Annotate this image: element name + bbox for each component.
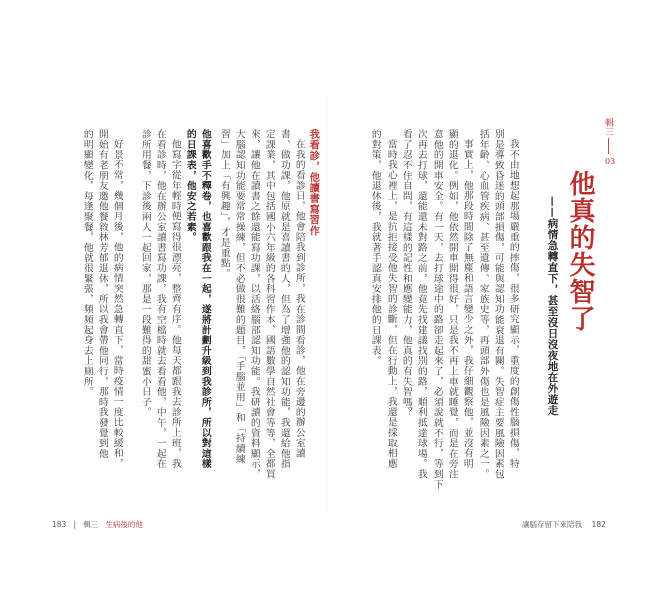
left-footer: 183 | 輯三 生病後的他 — [52, 520, 143, 529]
left-body-line: 好景不常，幾個月後，他的病情突然急轉直下，當時疫情一度比較緩和， — [111, 139, 123, 469]
page-gutter-shadow — [327, 95, 328, 515]
left-chapter-title: 生病後的他 — [105, 520, 143, 529]
right-body-line: 次再去打球，還能還未對路之前，他竟先找建議找別的路，順利抵達球場。我 — [415, 129, 427, 480]
left-chapter-label: 輯三 — [83, 520, 99, 529]
left-page-number: 183 — [52, 520, 67, 529]
right-body-line: 顯的退化。例如，他依然開車開得很好，只是我不再上車就睡覺，而是在旁注 — [446, 129, 458, 480]
left-bold-line: 的日課表，他安之若素。 — [184, 129, 196, 243]
left-body-line: 來，讓他在讀書之餘還能寫功課，以活絡腦部認知功能。我研讀的資料顯示， — [248, 129, 260, 480]
chapter-number: 03 — [605, 157, 616, 166]
right-body-line: 事實上，他那段時間除了無塵和語言變少之外，我仔細觀察他，並沒有明 — [461, 139, 473, 469]
chapter-subtitle: ——病情急轉直下，甚至沒日沒夜地在外遊走 — [546, 196, 559, 416]
right-body-line: 的對策，他退休後，我就著手認真安排他的日課表。 — [369, 129, 381, 366]
left-body-line: 書、做功課，他原就是喜讀書的人，但為了增強他的認知功能，我還給他指 — [278, 129, 290, 469]
right-body-line: 別是導致昏迷的頭部損傷，可能與認知功能衰退有關。失智症主要風險因素包 — [492, 129, 504, 480]
left-body-line: 大腦認知功能要常常操練，但不必做很難的題目，「手腦並用」和「持續練 — [233, 129, 245, 464]
left-body-line: 習」加上「有興趣」，才是重點。 — [218, 129, 230, 279]
right-body-line: 看了忍不住自問，有這樣的記性和應變能力，他真的有失智嗎？ — [400, 129, 412, 418]
right-footer — [522, 519, 606, 530]
section-heading-visible: 我看診，他讀書寫習作 — [307, 129, 320, 236]
left-body-line: 定課業，其中包括國小六年級的各科習作本，國語數學自然社會等等，全都買 — [263, 129, 275, 480]
left-body-line: 在我的看診日，他會陪我到診所，我在診間看診，他在旁邊的辦公室讀 — [293, 139, 305, 459]
right-page-number: 182 — [591, 520, 606, 529]
left-body-line: 診所用餐，下診後兩人一起回家，那是一段難得的甜蜜小日子。 — [139, 129, 151, 418]
chapter-title: 他真的失智了 — [565, 170, 595, 332]
left-body-line: 開始有老朋友邀他餐敘林芳郁退休，所以我會帶他同行，那時我發覺到他 — [96, 129, 108, 459]
right-body-line: 我不由地想起那場嚴重的摔傷，很多研究顯示，重度的創傷性腦損傷，特 — [507, 139, 519, 469]
chapter-label: 輯三 — [603, 118, 613, 136]
left-bold-line: 他喜歡手不釋卷，也喜歡跟我在一起，遂將計劃升級到我診所，所以對這樣 — [199, 129, 211, 469]
right-running-title: 讓腦存留下來陪我 — [522, 520, 582, 529]
chapter-divider — [608, 138, 609, 154]
left-body-line: 在看診時，他在辦公室讀書寫功課，我有空檔時就去看看他，中午，一起在 — [154, 129, 166, 469]
left-body-line: 的明顯變化，每逢聚餐，他就很緊張，頻頻起身去上廁所。 — [81, 129, 93, 397]
right-body-line: 意他的開車安全。有一天，去打球途中的路卻走起來了，必須說就不行，等到下 — [431, 129, 443, 490]
left-body-line: 他寫字從年輕時便寫得很漂亮，整齊有序。他每天都跟我去診所上班，我 — [169, 139, 181, 469]
right-body-line: 括年齡、心血管疾病、甚至遺傳、家族史等，再頭部外傷也是風險因素之一。 — [477, 129, 489, 480]
right-body-line: 當時我心裡上，是抗拒接受他失智的診斷，但在行動上，我還是採取相應 — [385, 139, 397, 469]
